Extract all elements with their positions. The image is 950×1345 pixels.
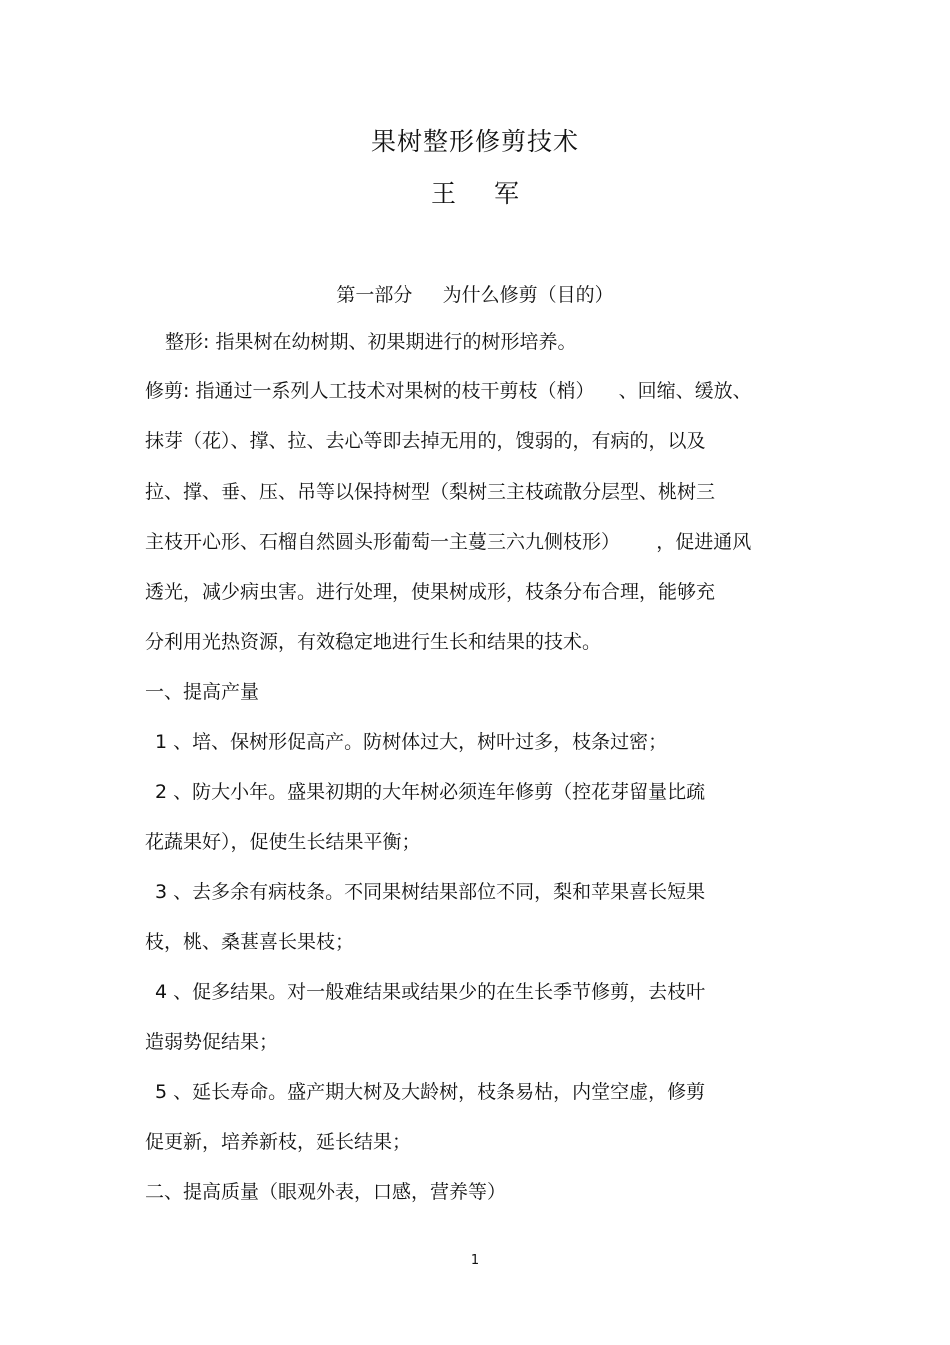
section-heading: 第一部分 为什么修剪（目的） (336, 284, 614, 306)
list-item-continuation: 花蔬果好），促使生长结果平衡； (145, 831, 421, 853)
page-number: 1 (470, 1253, 480, 1268)
list-item-continuation: 造弱势促结果； (145, 1031, 279, 1053)
list-item-continuation: 枝，桃、桑葚喜长果枝； (145, 931, 355, 953)
paragraph-line: 分利用光热资源，有效稳定地进行生长和结果的技术。 (145, 631, 602, 653)
paragraph-line: 抹芽（花）、撑、拉、去心等即去掉无用的，馊弱的，有病的，以及 (145, 430, 706, 452)
list-heading: 一、提高产量 (145, 681, 260, 703)
paragraph-line: 拉、撑、垂、压、吊等以保持树型（梨树三主枝疏散分层型、桃树三 (145, 481, 716, 503)
document-title: 果树整形修剪技术 (370, 127, 579, 156)
paragraph-line: 整形: 指果树在幼树期、初果期进行的树形培养。 (165, 331, 577, 353)
list-item: 2 、防大小年。盛果初期的大年树必须连年修剪（控花芽留量比疏 (155, 781, 706, 803)
list-item: 4 、促多结果。对一般难结果或结果少的在生长季节修剪，去枝叶 (155, 981, 706, 1003)
document-author: 王 军 (431, 179, 519, 208)
list-item: 5 、延长寿命。盛产期大树及大龄树，枝条易枯，内堂空虚，修剪 (155, 1081, 706, 1103)
list-item-continuation: 促更新，培养新枝，延长结果； (145, 1131, 412, 1153)
list-item: 1 、培、保树形促高产。防树体过大，树叶过多，枝条过密； (155, 731, 668, 753)
paragraph-line: 修剪: 指通过一系列人工技术对果树的枝干剪枝（梢） 、回缩、缓放、 (145, 380, 752, 402)
paragraph-line: 主枝开心形、石榴自然圆头形葡萄一主蔓三六九侧枝形） ，促进通风 (145, 531, 752, 553)
list-heading: 二、提高质量（眼观外表，口感，营养等） (145, 1181, 507, 1203)
list-item: 3 、去多余有病枝条。不同果树结果部位不同，梨和苹果喜长短果 (155, 881, 706, 903)
paragraph-line: 透光，减少病虫害。进行处理，使果树成形，枝条分布合理，能够充 (145, 581, 716, 603)
